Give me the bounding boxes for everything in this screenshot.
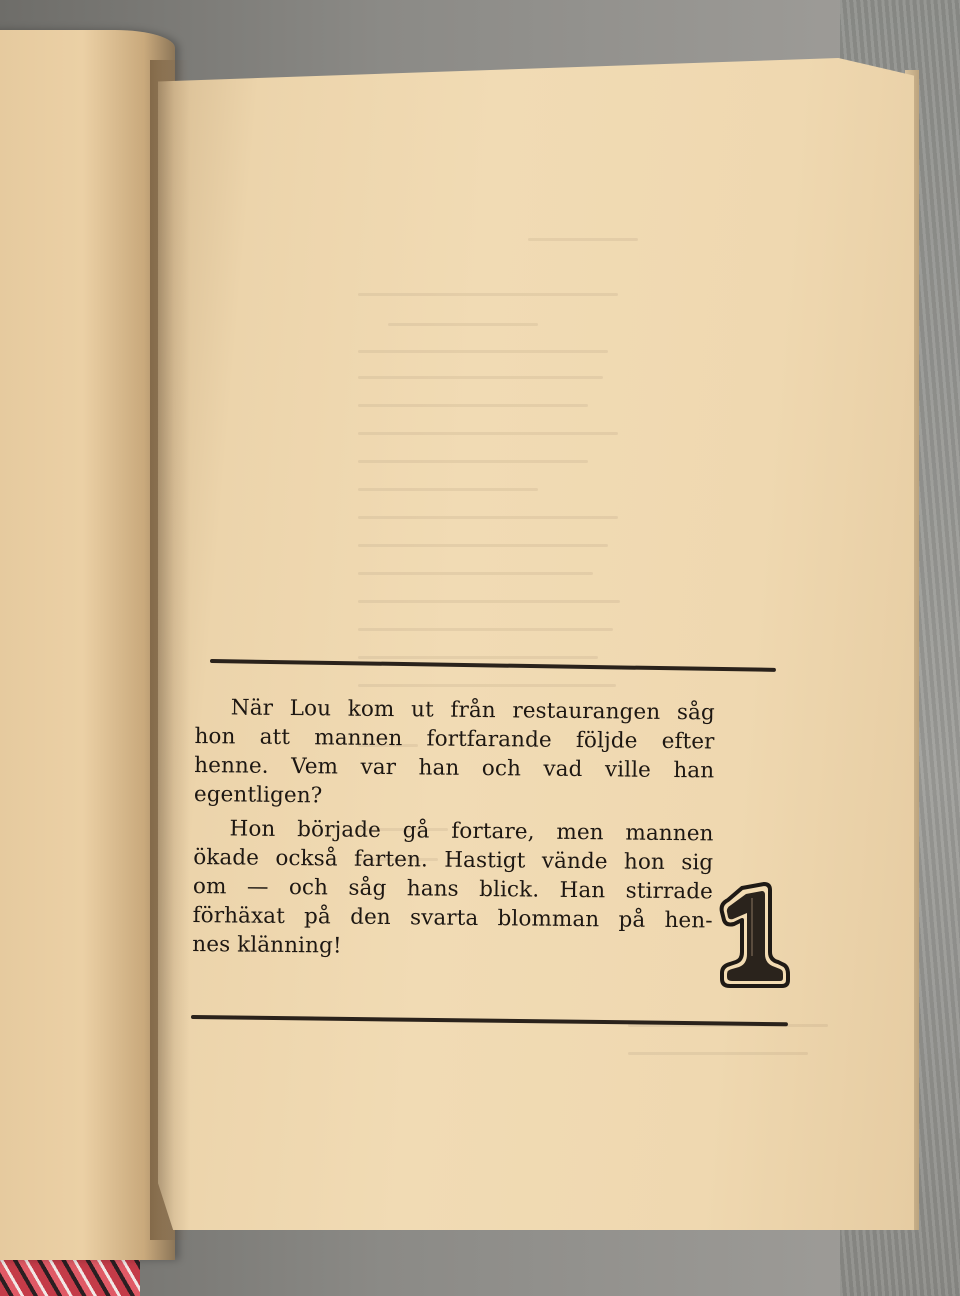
gutter-shadow bbox=[150, 60, 190, 1240]
text-line: om — och såg hans blick. Han stirrade bbox=[192, 873, 714, 905]
show-through-text bbox=[158, 58, 914, 1230]
text-line: nes klänning! bbox=[192, 931, 342, 959]
text-line: förhäxat på den svarta blomman på hen- bbox=[192, 902, 713, 934]
chapter-number-badge bbox=[712, 880, 792, 990]
text-line: Hon började gå fortare, men mannen bbox=[229, 816, 714, 847]
text-line: egentligen? bbox=[193, 781, 323, 809]
left-page bbox=[0, 30, 175, 1260]
text-line: henne. Vem var han och vad ville han bbox=[194, 752, 715, 784]
text-line: hon att mannen fortfarande följde efter bbox=[194, 723, 715, 755]
right-page bbox=[158, 58, 914, 1230]
text-line: När Lou kom ut från restaurangen såg bbox=[230, 695, 715, 726]
excerpt-text bbox=[192, 693, 715, 964]
text-line: ökade också farten. Hastigt vände hon sig bbox=[193, 844, 714, 876]
